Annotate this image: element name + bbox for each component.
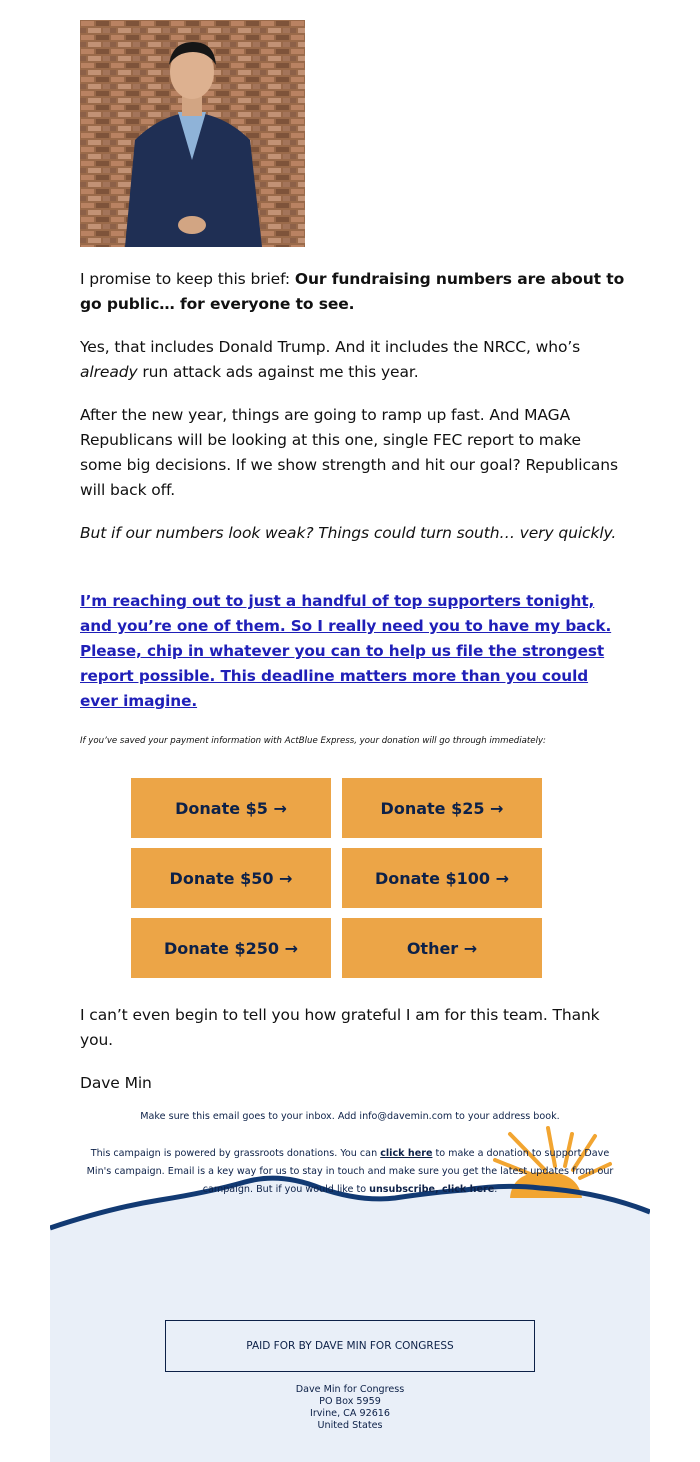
inbox-note: Make sure this email goes to your inbox. Add info@davemin.com to your address book. xyxy=(140,1111,560,1122)
para2-text-end: run attack ads against me this year. xyxy=(137,363,419,381)
paragraph-appeal xyxy=(80,589,625,714)
unsubscribe-link[interactable]: unsubscribe, click here xyxy=(369,1184,495,1195)
appeal-link[interactable]: I’m reaching out to just a handful of top supporters tonight, and you’re one of them. So I really need you to have my back. Please, chip in whatever you can to help us file the strongest report possible. This deadline matters more than you could ever imagine. xyxy=(80,592,612,710)
address-line: Irvine, CA 92616 xyxy=(309,1408,391,1419)
paragraph-grateful: I can’t even begin to tell you how grateful I am for this team. Thank you. xyxy=(80,1006,600,1049)
donate-other-button[interactable]: Other → xyxy=(342,918,542,978)
para2-italic: already xyxy=(80,363,138,381)
grassroots-text-3: . xyxy=(494,1184,498,1195)
paid-for-disclaimer: PAID FOR BY DAVE MIN FOR CONGRESS xyxy=(165,1320,535,1372)
portrait-photo-icon xyxy=(80,20,305,247)
intro-text: I promise to keep this brief: xyxy=(80,270,295,288)
donate-250-button[interactable]: Donate $250 → xyxy=(131,918,331,978)
grassroots-text-1: This campaign is powered by grassroots donations. You can xyxy=(90,1148,381,1159)
grassroots-text-2: to make a donation to support Dave Min's campaign. Email is a key way for us to stay in touch and make sure you get the latest updates from our campaign. But if you would like to xyxy=(86,1148,614,1195)
donate-50-button[interactable]: Donate $50 → xyxy=(131,848,331,908)
intro-paragraph xyxy=(80,267,625,317)
donation-buttons xyxy=(131,778,543,978)
address-line: United States xyxy=(317,1420,383,1431)
donate-5-button[interactable]: Donate $5 → xyxy=(131,778,331,838)
address-line: PO Box 5959 xyxy=(319,1396,381,1407)
signature: Dave Min xyxy=(80,1074,152,1092)
email-body xyxy=(80,20,625,1092)
donate-100-button[interactable]: Donate $100 → xyxy=(342,848,542,908)
para2-text: Yes, that includes Donald Trump. And it includes the NRCC, who’s xyxy=(80,338,581,356)
address-line: Dave Min for Congress xyxy=(295,1384,405,1395)
donate-25-button[interactable]: Donate $25 → xyxy=(342,778,542,838)
paragraph-nrcc xyxy=(80,335,625,385)
paragraph-maga: After the new year, things are going to ramp up fast. And MAGA Republicans will be looking at this one, single FEC report to make some big decisions. If we show strength and hit our goal? Republicans will back off. xyxy=(80,406,618,499)
intro-bold-text: Our fundraising numbers are about to go public… for everyone to see. xyxy=(80,270,625,313)
mailing-address xyxy=(50,1384,650,1432)
paragraph-weak: But if our numbers look weak? Things could turn south… very quickly. xyxy=(80,524,617,542)
grassroots-note xyxy=(78,1145,622,1199)
donate-click-here-link[interactable]: click here xyxy=(380,1148,433,1159)
actblue-express-note: If you’ve saved your payment information with ActBlue Express, your donation will go through immediately: xyxy=(80,736,546,746)
